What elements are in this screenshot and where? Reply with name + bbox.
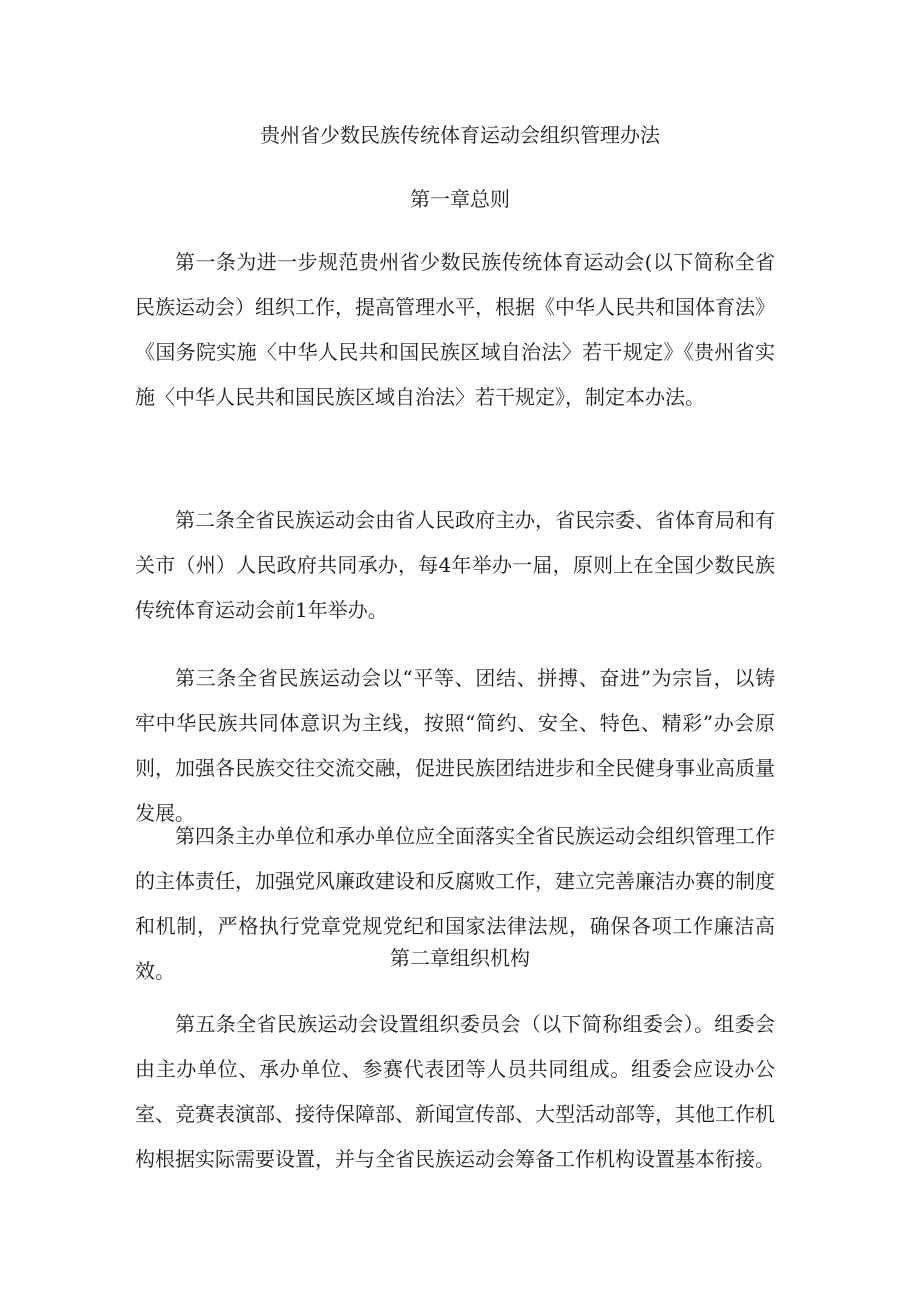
document-title: 贵州省少数民族传统体育运动会组织管理办法 (260, 123, 660, 147)
article-2: 第二条全省民族运动会由省人民政府主办，省民宗委、省体育局和有关市（州）人民政府共同承办，每4年举办一届，原则上在全国少数民族传统体育运动会前1年举办。 (135, 508, 775, 622)
article-1: 第一条为进一步规范贵州省少数民族传统体育运动会(以下简称全省民族运动会）组织工作，提高管理水平，根据《中华人民共和国体育法》《国务院实施〈中华人民共和国民族区域自治法〉若干规定》《贵州省实施〈中华人民共和国民族区域自治法〉若干规定》，制定本办法。 (135, 250, 775, 409)
article-5: 第五条全省民族运动会设置组织委员会（以下简称组委会）。组委会由主办单位、承办单位、参赛代表团等人员共同组成。组委会应设办公室、竞赛表演部、接待保障部、新闻宣传部、大型活动部等，其他工作机构根据实际需要设置，并与全省民族运动会筹备工作机构设置基本衔接。 (135, 1012, 775, 1171)
chapter-heading-organization: 第二章组织机构 (390, 946, 530, 970)
chapter-heading-general-provisions: 第一章总则 (410, 187, 510, 211)
article-3: 第三条全省民族运动会以“平等、团结、拼搏、奋进”为宗旨，以铸牢中华民族共同体意识为主线，按照“简约、安全、特色、精彩”办会原则，加强各民族交往交流交融，促进民族团结进步和全民健身事业高质量发展。 (135, 666, 775, 825)
article-4: 第四条主办单位和承办单位应全面落实全省民族运动会组织管理工作的主体责任，加强党风廉政建设和反腐败工作，建立完善廉洁办赛的制度和机制，严格执行党章党规党纪和国家法律法规，确保各项工作廉洁高效。 (135, 824, 775, 983)
